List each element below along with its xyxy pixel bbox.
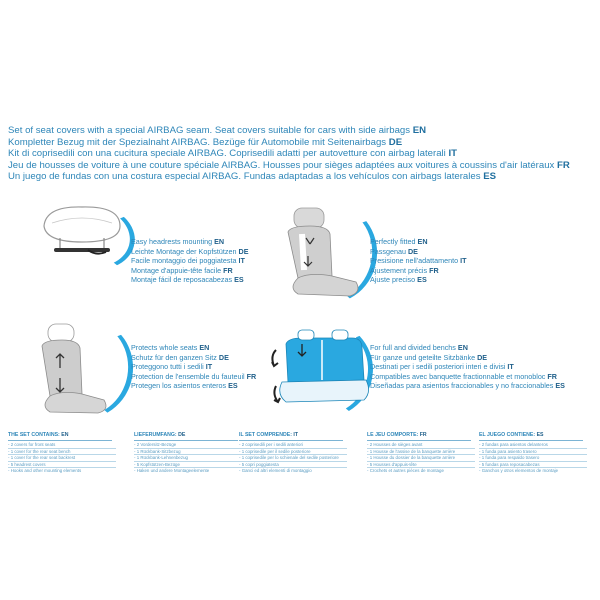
contents-item: - 5 copri poggiatesta <box>239 461 347 468</box>
bench-es: Diseñadas para asientos fraccionables y no fraccionables ES <box>370 381 565 391</box>
contents-item: - 1 cover for the rear seat bench <box>8 448 116 455</box>
protects-en: Protects whole seats EN <box>131 343 210 352</box>
contents-title: EL JUEGO CONTIENE: ES <box>479 432 544 438</box>
divider <box>134 440 238 441</box>
headline-list <box>8 125 598 183</box>
seat-illustration <box>280 204 370 304</box>
fitted-text <box>370 237 466 285</box>
contents-item: - Hooks and other mounting elements <box>8 467 116 474</box>
protects-fr: Protection de l'ensemble du fauteuil FR <box>131 371 257 381</box>
contents-item: - Crochets et autres pièces de montage <box>367 467 475 474</box>
contents-item: - 2 Housses de sièges avant <box>367 442 423 447</box>
contents-title: THE SET CONTAINS: EN <box>8 432 69 438</box>
contents-item: - 1 coprisedile per il sedile posteriore <box>239 448 347 455</box>
bench-text <box>370 343 565 391</box>
fitted-en: Perfectly fitted EN <box>370 237 428 246</box>
contents-item: - 1 Rückbank-Lehnenbezug <box>134 454 242 461</box>
contents-title: LIEFERUMFANG: DE <box>134 432 186 438</box>
headline-es: Un juego de fundas con una costura especial AIRBAG. Fundas adaptadas a los vehículos con airbags laterales ES <box>8 171 497 183</box>
contents-item: - 2 covers for front seats <box>8 442 56 447</box>
protects-text <box>131 343 256 391</box>
headrest-text <box>131 237 249 285</box>
contents-item: - Haken und andere Montageelemente <box>134 467 242 474</box>
contents-item: - 5 headrest covers <box>8 461 116 468</box>
contents-item: - Ganchos y otros elementos de montaje <box>479 467 587 474</box>
contents-col-fr <box>367 432 475 474</box>
divider <box>367 440 471 441</box>
headline-it: Kit di coprisedili con una cucitura speciale AIRBAG. Coprisedili adatti per autovetture con airbag laterali IT <box>8 148 458 160</box>
contents-item: - 2 fundas para asientos delanteros <box>479 442 548 447</box>
full-seat-illustration <box>36 318 126 418</box>
headline-fr: Jeu de housses de voiture à une couture spéciale AIRBAG. Housses pour sièges adaptées aux voitures à coussins d'air latéraux FR <box>8 159 570 171</box>
headrest-en: Easy headrests mounting EN <box>131 237 225 246</box>
headrest-es: Montaje fácil de reposacabezas ES <box>131 275 244 285</box>
contents-col-en <box>8 432 116 474</box>
protects-it: Proteggono tutti i sedili IT <box>131 362 213 372</box>
bench-en: For full and divided benchs EN <box>370 343 468 352</box>
fitted-fr: Ajustement précis FR <box>370 265 439 275</box>
contents-item: - 5 Kopfstützen-Bezüge <box>134 461 242 468</box>
contents-item: - 1 Rückbank-Sitzbezug <box>134 448 242 455</box>
contents-title: LE JEU COMPORTE: FR <box>367 432 427 438</box>
contents-item: - 2 Vordersitz-Bezüge <box>134 442 177 447</box>
contents-col-es <box>479 432 587 474</box>
contents-item: - 1 funda para asiento trasero <box>479 448 587 455</box>
contents-item: - 1 funda para respaldo trasero <box>479 454 587 461</box>
contents-item: - 1 coprisedile per lo schienale del sedile posteriore <box>239 454 347 461</box>
bench-fr: Compatibles avec banquette fractionnable et monobloc FR <box>370 371 557 381</box>
headline-en: Set of seat covers with a special AIRBAG seam. Seat covers suitable for cars with side airbags EN <box>8 125 427 136</box>
fitted-es: Ajuste preciso ES <box>370 275 427 285</box>
divider <box>479 440 583 441</box>
headrest-fr: Montage d'appuie-tête facile FR <box>131 265 233 275</box>
set-contents <box>8 432 598 512</box>
rear-bench-illustration <box>268 322 372 412</box>
contents-col-de <box>134 432 242 474</box>
contents-title: IL SET COMPRENDE: IT <box>239 432 299 438</box>
fitted-it: Presisione nell'adattamento IT <box>370 256 467 266</box>
protects-de: Schutz für den ganzen Sitz DE <box>131 352 229 362</box>
bench-de: Für ganze und geteilte Sitzbänke DE <box>370 352 488 362</box>
contents-item: - 1 cover for the rear seat backrest <box>8 454 116 461</box>
bench-it: Destinati per i sedili posteriori interi e divisi IT <box>370 362 514 372</box>
headrest-de: Leichte Montage der Kopfstützen DE <box>131 246 249 256</box>
fitted-de: Passgenau DE <box>370 246 418 256</box>
contents-item: - 1 Housse de l'assise de la banquette arrière <box>367 448 475 455</box>
contents-item: - 5 fundas para reposacabezas <box>479 461 587 468</box>
divider <box>8 440 112 441</box>
contents-item: - 5 Housses d'appuis-tête <box>367 461 475 468</box>
headline-de: Kompletter Bezug mit der Spezialnaht AIRBAG. Bezüge für Automobile mit Seitenairbags DE <box>8 136 403 148</box>
headrest-illustration <box>38 200 128 280</box>
headrest-it: Facile montaggio dei poggiatesta IT <box>131 256 245 266</box>
contents-item: - 2 coprisedili per i sedili anteriori <box>239 442 303 447</box>
divider <box>239 440 343 441</box>
contents-item: - 1 Housse du dossier de la banquette arrière <box>367 454 475 461</box>
contents-col-it <box>239 432 347 474</box>
protects-es: Protegen los asientos enteros ES <box>131 381 238 391</box>
contents-item: - Ganci ed altri elementi di montaggio <box>239 467 347 474</box>
